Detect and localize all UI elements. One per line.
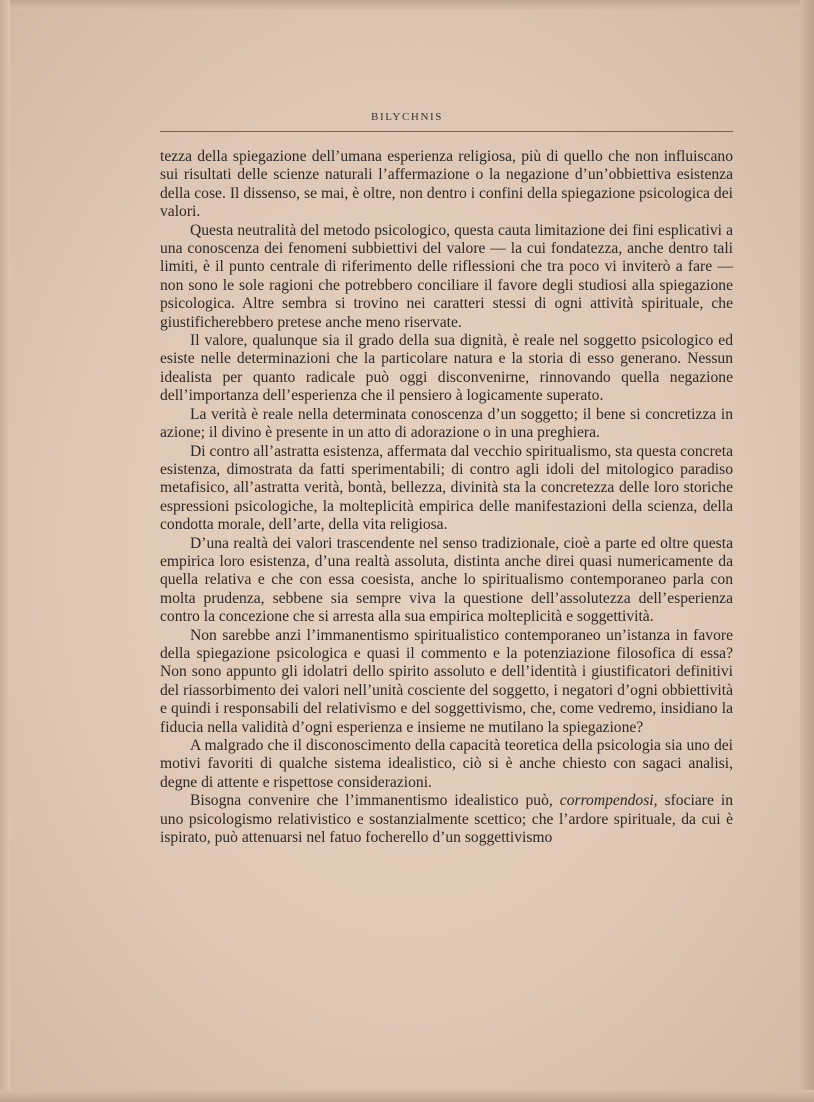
paragraph: Non sarebbe anzi l’immanentismo spiritualistico contemporaneo un’istanza in favore della spiegazione psicologica e quasi il commento e la potenziazione filosofica di essa? Non sono appunto gli idolatri dello spirito assoluto e dell’identità i giustificatori definitivi del riassorbimento dei valori nell’unità cosciente del soggetto, i negatori d’ogni obbiettività e quindi i responsabili del relativismo e del soggettivismo, che, come vedremo, insidiano la fiducia nella validità d’ogni esperienza e insieme ne mutilano la spiegazione? [160,626,733,736]
page-edge-right [800,0,814,1102]
page-edge-top [0,0,814,10]
paragraph: Di contro all’astratta esistenza, affermata dal vecchio spiritualismo, sta questa concreta esistenza, dimostrata da fatti sperimentabili; di contro agli idoli del mitologico paradiso metafisico, all’astratta verità, bontà, bellezza, divinità sta la concretezza delle loro storiche espressioni psicologiche, la molteplicità empirica delle manifestazioni della scienza, della condotta morale, dell’arte, della vita religiosa. [160,442,733,534]
running-head: BILYCHNIS [371,111,443,123]
paragraph: Il valore, qualunque sia il grado della sua dignità, è reale nel soggetto psicologico ed esiste nelle determinazioni che la particolare natura e la storia di esso generano. Nessun idealista per quanto radicale può oggi disconvenirne, rinnovando quella negazione dell’importanza dell’esperienza che il pensiero à logicamente superato. [160,332,733,405]
paragraph: D’una realtà dei valori trascendente nel senso tradizionale, cioè a parte ed oltre questa empirica loro esistenza, d’una realtà assoluta, distinta anche direi quasi numericamente da quella relativa e che con essa coesista, anche lo spiritualismo contemporaneo parla con molta prudenza, sebbene sia sempre viva la questione dell’assolutezza dell’esperienza contro la concezione che si arresta alla sua empirica molteplicità e soggettività. [160,534,733,626]
page-edge-left [0,0,10,1102]
paragraph-text: , sfociare in uno psicologismo relativistico e sostanzialmente scettico; che l’ardore spirituale, da cui è ispirato, può attenuarsi nel fatuo focherello d’un soggettivismo [160,792,733,847]
paragraph: Questa neutralità del metodo psicologico, questa cauta limitazione dei fini esplicativi a una conoscenza dei fenomeni subbiettivi del valore — la cui fondatezza, anche dentro tali limiti, è il punto centrale di riferimento delle riflessioni che tra poco vi inviterò a fare — non sono le sole ragioni che potrebbero conciliare il favore degli studiosi alla spiegazione psicologica. Altre sembra si trovino nei caratteri stessi di ogni attività spirituale, che giustificherebbero pretese anche meno riservate. [160,221,733,331]
paragraph: A malgrado che il disconoscimento della capacità teoretica della psicologia sia uno dei motivi favoriti di qualche sistema idealistico, ciò si è anche chiesto con sagaci analisi, degne di attente e rispettose considerazioni. [160,737,733,791]
body-text [160,148,733,847]
paragraph-text: Bisogna convenire che l’immanentismo idealistico può, [190,792,560,810]
paragraph-last [160,792,733,847]
italic-word: corrompendosi [559,792,654,810]
paragraph: tezza della spiegazione dell’umana esperienza religiosa, più di quello che non influiscano sui risultati delle scienze naturali l’affermazione o la negazione d’un’obbiettiva esistenza della cose. Il dissenso, se mai, è oltre, non dentro i confini della spiegazione psicologica dei valori. [160,148,733,221]
header-rule [160,131,733,132]
page-edge-bottom [0,1090,814,1102]
paragraph: La verità è reale nella determinata conoscenza d’un soggetto; il bene si concretizza in azione; il divino è presente in un atto di adorazione o in una preghiera. [160,405,733,442]
